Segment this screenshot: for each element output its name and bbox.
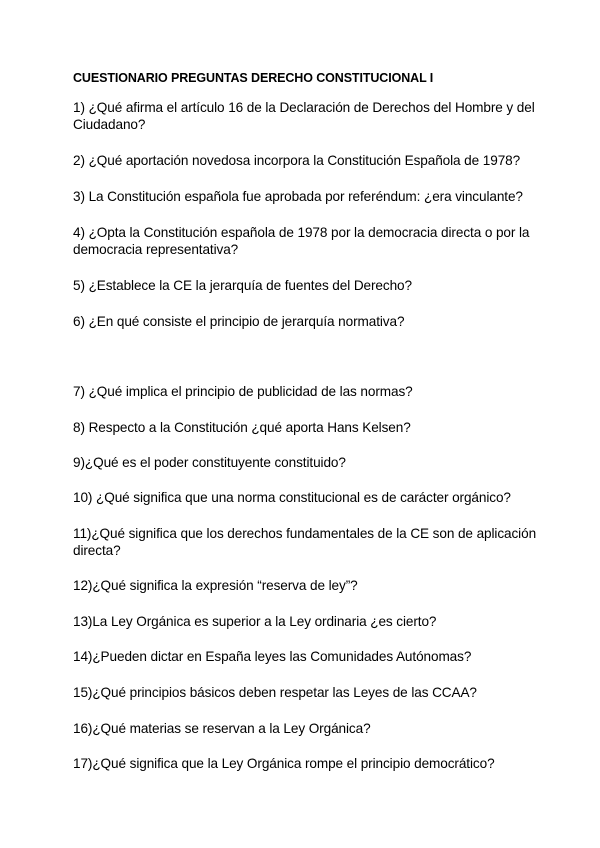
question-15: 15)¿Qué principios básicos deben respetar las Leyes de las CCAA? xyxy=(73,685,477,700)
question-11: 11)¿Qué significa que los derechos fundamentales de la CE son de aplicación directa? xyxy=(73,526,537,558)
question-10: 10) ¿Qué significa que una norma constitucional es de carácter orgánico? xyxy=(73,490,511,505)
question-16: 16)¿Qué materias se reservan a la Ley Orgánica? xyxy=(73,721,371,736)
question-5: 5) ¿Establece la CE la jerarquía de fuentes del Derecho? xyxy=(73,278,412,293)
question-8: 8) Respecto a la Constitución ¿qué aporta Hans Kelsen? xyxy=(73,420,411,435)
question-2: 2) ¿Qué aportación novedosa incorpora la Constitución Española de 1978? xyxy=(73,153,521,168)
question-12: 12)¿Qué significa la expresión “reserva de ley”? xyxy=(73,578,358,593)
question-1: 1) ¿Qué afirma el artículo 16 de la Declaración de Derechos del Hombre y del Ciudadano? xyxy=(73,100,535,132)
question-17: 17)¿Qué significa que la Ley Orgánica rompe el principio democrático? xyxy=(73,756,495,771)
question-7: 7) ¿Qué implica el principio de publicidad de las normas? xyxy=(73,384,413,399)
question-14: 14)¿Pueden dictar en España leyes las Comunidades Autónomas? xyxy=(73,649,472,664)
question-6: 6) ¿En qué consiste el principio de jerarquía normativa? xyxy=(73,314,405,329)
question-13: 13)La Ley Orgánica es superior a la Ley ordinaria ¿es cierto? xyxy=(73,614,437,629)
question-9: 9)¿Qué es el poder constituyente constituido? xyxy=(73,455,346,470)
question-3: 3) La Constitución española fue aprobada por referéndum: ¿era vinculante? xyxy=(73,189,523,204)
document-title: CUESTIONARIO PREGUNTAS DERECHO CONSTITUCIONAL I xyxy=(73,71,434,85)
question-4: 4) ¿Opta la Constitución española de 1978 por la democracia directa o por la democracia representativa? xyxy=(73,225,530,257)
